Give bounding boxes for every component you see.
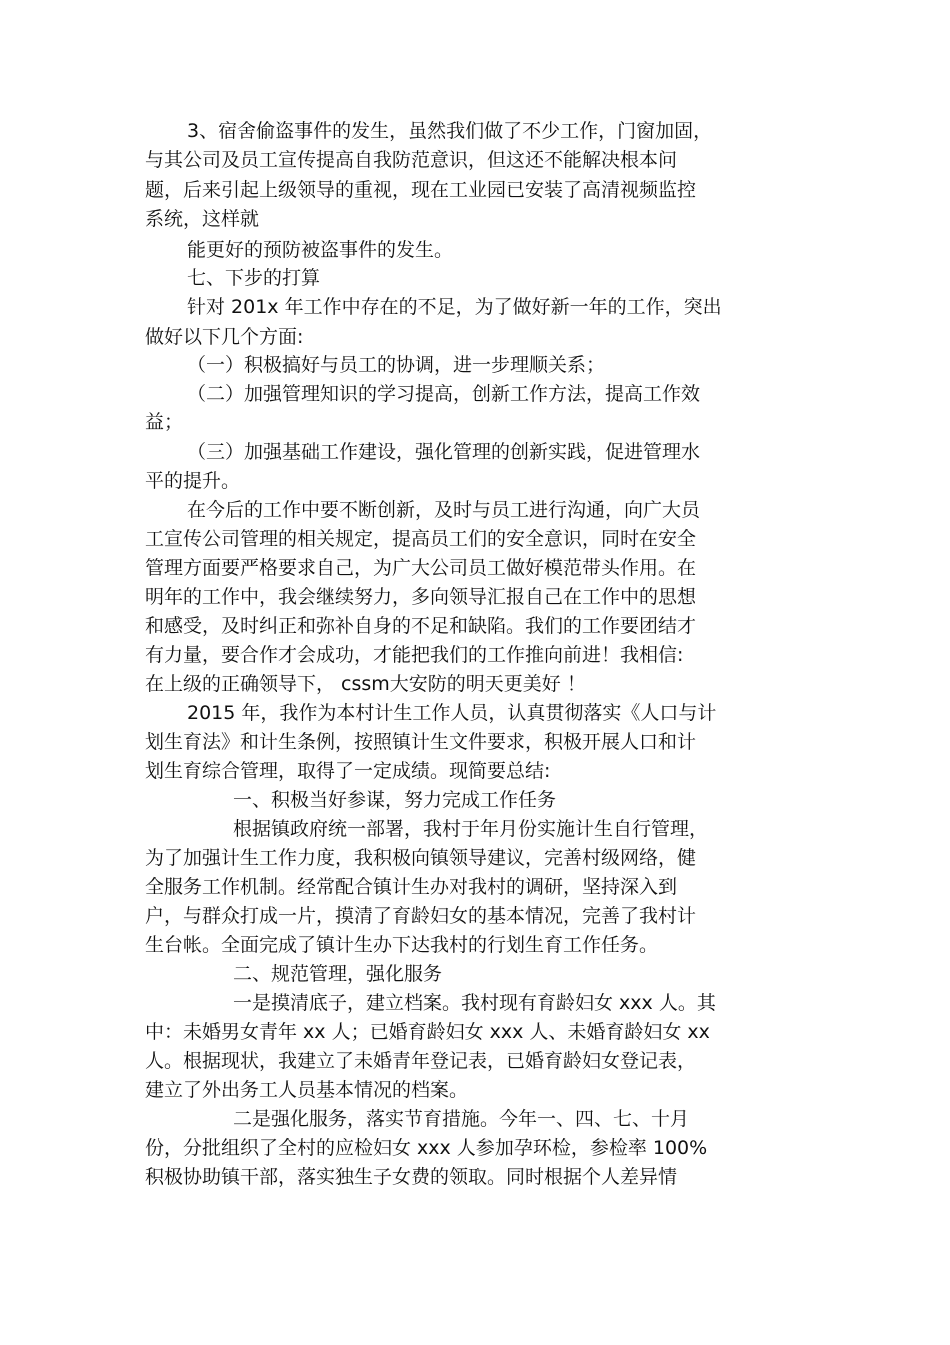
text-line: 人。根据现状，我建立了未婚青年登记表，已婚育龄妇女登记表，: [145, 1050, 697, 1072]
text-line: 2015 年，我作为本村计生工作人员，认真贯彻落实《人口与计: [187, 702, 717, 724]
text-line: 二是强化服务，落实节育措施。今年一、四、七、十月: [233, 1108, 690, 1130]
text-line: 有力量，要合作才会成功，才能把我们的工作推向前进！我相信:: [145, 644, 684, 666]
text-line: 中：未婚男女青年 xx 人；已婚育龄妇女 xxx 人、未婚育龄妇女 xx: [145, 1021, 710, 1043]
text-line: 全服务工作机制。经常配合镇计生办对我村的调研，坚持深入到: [145, 876, 678, 898]
text-line: 管理方面要严格要求自己，为广大公司员工做好模范带头作用。在: [145, 557, 697, 579]
section-heading: 二、规范管理，强化服务: [233, 963, 443, 985]
text-line: 系统，这样就: [145, 208, 260, 230]
text-line: 一是摸清底子，建立档案。我村现有育龄妇女 xxx 人。其: [233, 992, 716, 1014]
text-line: 题，后来引起上级领导的重视，现在工业园已安装了高清视频监控: [145, 179, 697, 201]
text-line: 户，与群众打成一片，摸清了育龄妇女的基本情况，完善了我村计: [145, 905, 697, 927]
list-item: （二）加强管理知识的学习提高，创新工作方法，提高工作效: [187, 383, 701, 405]
text-line: 益；: [145, 411, 184, 433]
text-line: 工宣传公司管理的相关规定，提高员工们的安全意识，同时在安全: [145, 528, 697, 550]
text-line: 生台帐。全面完成了镇计生办下达我村的行划生育工作任务。: [145, 934, 659, 956]
text-line: 为了加强计生工作力度，我积极向镇领导建议，完善村级网络，健: [145, 847, 697, 869]
text-line: 份，分批组织了全村的应检妇女 xxx 人参加孕环检，参检率 100%: [145, 1137, 708, 1159]
text-line: 3、宿舍偷盗事件的发生，虽然我们做了不少工作，门窗加固，: [187, 120, 713, 142]
text-line: 做好以下几个方面:: [145, 326, 304, 348]
text-line: 平的提升。: [145, 470, 241, 492]
text-line: 在上级的正确领导下， cssm大安防的明天更美好 ！: [145, 673, 586, 695]
text-line: 根据镇政府统一部署，我村于年月份实施计生自行管理，: [233, 818, 709, 840]
text-line: 和感受，及时纠正和弥补自身的不足和缺陷。我们的工作要团结才: [145, 615, 697, 637]
text-line: 划生育法》和计生条例，按照镇计生文件要求，积极开展人口和计: [145, 731, 697, 753]
text-line: 在今后的工作中要不断创新，及时与员工进行沟通，向广大员: [187, 499, 701, 521]
list-item: （三）加强基础工作建设，强化管理的创新实践，促进管理水: [187, 441, 701, 463]
section-heading: 七、下步的打算: [187, 267, 321, 289]
text-line: 能更好的预防被盗事件的发生。: [187, 239, 454, 261]
text-line: 与其公司及员工宣传提高自我防范意识，但这还不能解决根本问: [145, 149, 678, 171]
text-line: 积极协助镇干部，落实独生子女费的领取。同时根据个人差异情: [145, 1166, 678, 1188]
list-item: （一）积极搞好与员工的协调，进一步理顺关系；: [187, 354, 606, 376]
text-line: 建立了外出务工人员基本情况的档案。: [145, 1079, 469, 1101]
text-line: 针对 201x 年工作中存在的不足，为了做好新一年的工作，突出: [187, 296, 722, 318]
section-heading: 一、积极当好参谋，努力完成工作任务: [233, 789, 557, 811]
text-line: 明年的工作中，我会继续努力，多向领导汇报自己在工作中的思想: [145, 586, 697, 608]
text-line: 划生育综合管理，取得了一定成绩。现简要总结:: [145, 760, 551, 782]
